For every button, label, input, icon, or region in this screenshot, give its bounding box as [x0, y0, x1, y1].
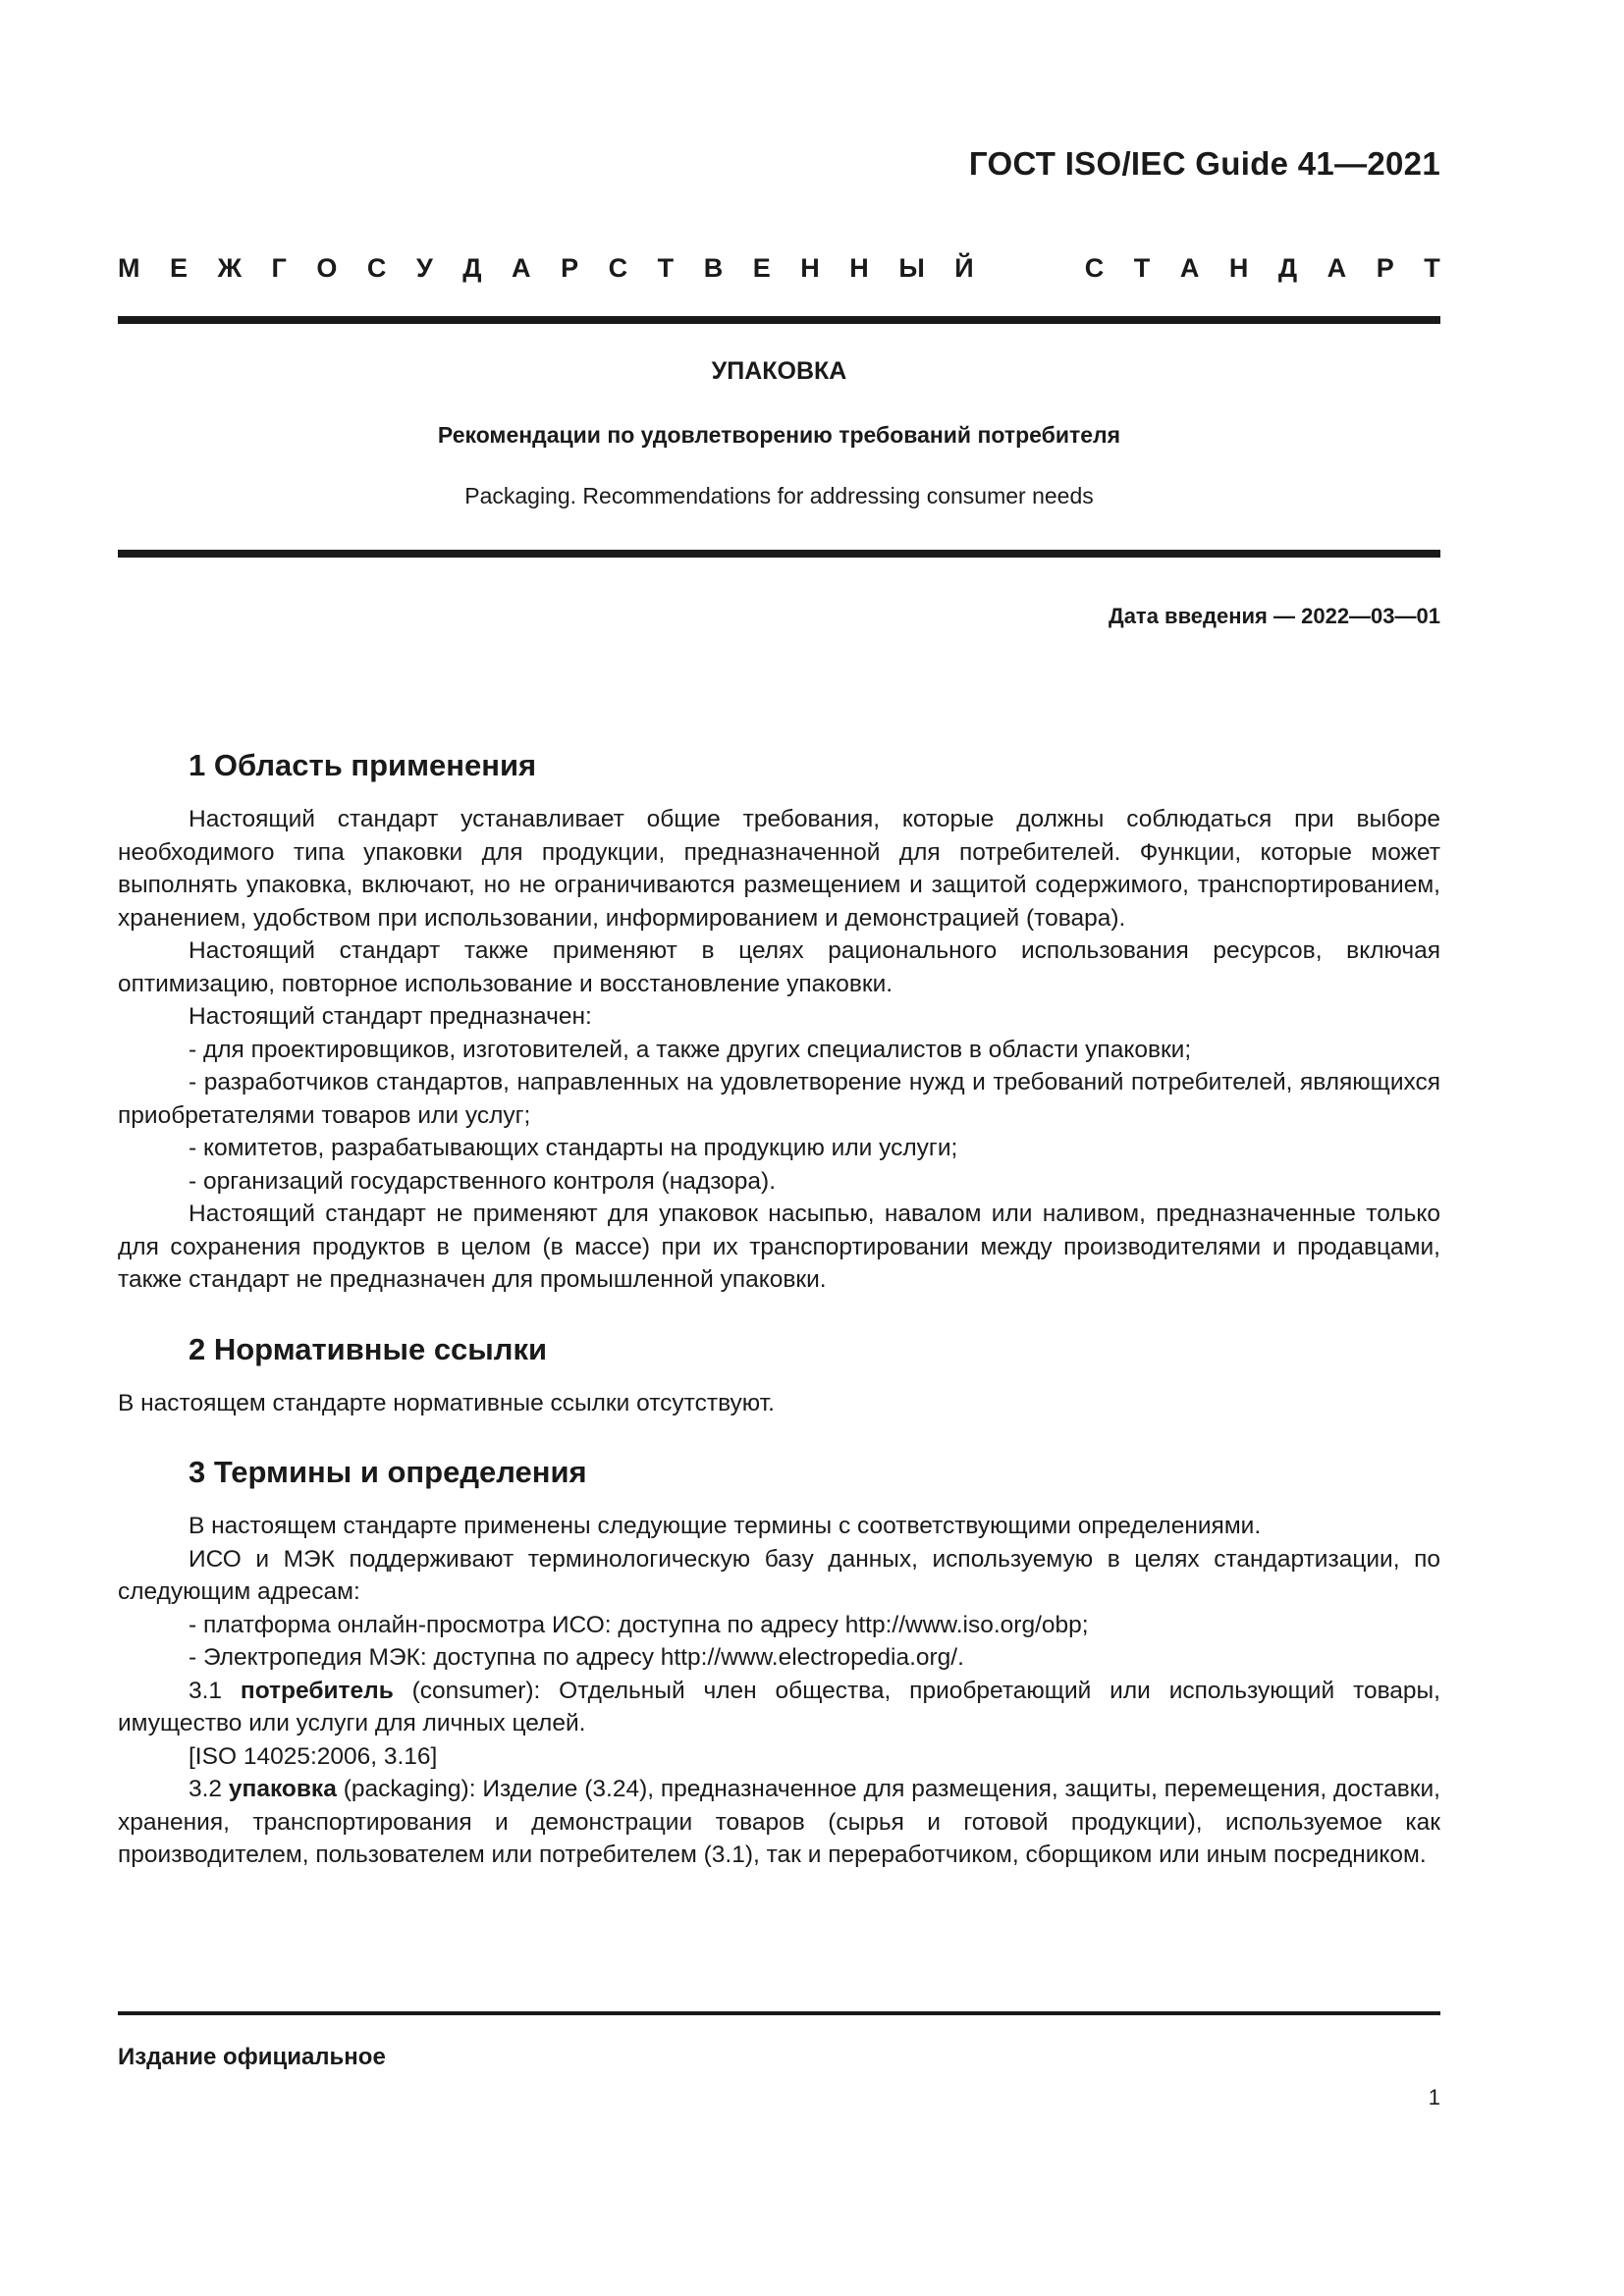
- paragraph: Настоящий стандарт устанавливает общие требования, которые должны соблюдаться при выборе необходимого типа упаковки для продукции, предназначенной для потребителей. Функции, которые может выполнять упаковка, включают, но не ограничиваются размещением и защитой содержимого, транспортированием, хранением, удобством при использовании, информированием и демонстрацией (товара).: [118, 806, 1440, 932]
- section-scope: [118, 746, 1440, 1297]
- term-number: 3.1: [189, 1677, 241, 1704]
- banner-letter: Ж: [217, 253, 242, 283]
- list-item: - организаций государственного контроля (надзора).: [189, 1167, 777, 1195]
- standard-banner: [118, 253, 1440, 284]
- paragraph: Настоящий стандарт также применяют в целях рационального использования ресурсов, включая оптимизацию, повторное использование и восстановление упаковки.: [118, 937, 1440, 997]
- banner-letter: А: [512, 253, 531, 283]
- term-number: 3.2: [189, 1776, 229, 1802]
- term-source: [ISO 14025:2006, 3.16]: [189, 1742, 438, 1770]
- banner-letter: А: [1326, 253, 1347, 283]
- banner-letter: С: [608, 253, 628, 283]
- list-item: - для проектировщиков, изготовителей, а также других специалистов в области упаковки;: [189, 1036, 1192, 1063]
- top-rule: [118, 316, 1440, 324]
- banner-letter: М: [118, 253, 140, 283]
- banner-letter: Т: [1424, 253, 1440, 283]
- document-body: [118, 746, 1440, 1905]
- term-text: (consumer): Отдельный член общества, приобретающий или использующий товары, имущество или услуги для личных целей.: [118, 1677, 1440, 1736]
- banner-letter: Т: [657, 253, 675, 283]
- title-rule: [118, 550, 1440, 558]
- term-definition-packaging: [118, 1773, 1440, 1872]
- section-heading: 2 Нормативные ссылки: [189, 1331, 548, 1366]
- banner-letter: Н: [849, 253, 869, 283]
- paragraph: В настоящем стандарте применены следующие термины с соответствующими определениями.: [189, 1513, 1262, 1539]
- official-edition-label: Издание официальное: [118, 2044, 386, 2070]
- footer-rule: [118, 2011, 1440, 2015]
- banner-letter: Й: [954, 253, 974, 283]
- list-item: - разработчиков стандартов, направленных на удовлетворение нужд и требований потребителей, являющихся приобретателями товаров или услуг;: [118, 1069, 1440, 1129]
- banner-gap: [1003, 253, 1055, 284]
- banner-letter: С: [366, 253, 387, 283]
- banner-letter: Д: [1277, 253, 1298, 283]
- banner-letter: Т: [1133, 253, 1151, 283]
- banner-letter: У: [415, 253, 433, 283]
- title-english: Packaging. Recommendations for addressing consumer needs: [464, 483, 1094, 508]
- list-item: - платформа онлайн-просмотра ИСО: доступна по адресу http://www.iso.org/obp;: [189, 1611, 1089, 1638]
- banner-letter: Р: [1376, 253, 1394, 283]
- paragraph: В настоящем стандарте нормативные ссылки отсутствуют.: [118, 1389, 775, 1416]
- title-subtitle: Рекомендации по удовлетворению требований потребителя: [437, 422, 1121, 448]
- title-main: УПАКОВКА: [711, 357, 847, 385]
- paragraph: Настоящий стандарт предназначен:: [189, 1003, 592, 1030]
- page-number: 1: [1428, 2085, 1440, 2109]
- banner-letter: Д: [462, 253, 482, 283]
- banner-letter: Н: [800, 253, 820, 283]
- term-name: упаковка: [228, 1776, 337, 1802]
- section-terms-definitions: [118, 1453, 1440, 1872]
- banner-letter: Е: [170, 253, 189, 283]
- banner-letter: Ы: [898, 253, 925, 283]
- banner-letter: Р: [561, 253, 579, 283]
- document-code: ГОСТ ISO/IEC Guide 41—2021: [968, 145, 1440, 182]
- banner-letter: С: [1084, 253, 1105, 283]
- banner-letter: Г: [271, 253, 287, 283]
- section-normative-references: [118, 1330, 1440, 1420]
- term-name: потребитель: [240, 1677, 394, 1704]
- banner-letter: О: [316, 253, 338, 283]
- list-item: - Электропедия МЭК: доступна по адресу http://www.electropedia.org/.: [189, 1644, 964, 1671]
- section-heading: 3 Термины и определения: [189, 1455, 587, 1489]
- banner-letter: Е: [752, 253, 771, 283]
- banner-letter: В: [703, 253, 724, 283]
- paragraph: Настоящий стандарт не применяют для упаковок насыпью, навалом или наливом, предназначенные только для сохранения продуктов в целом (в массе) при их транспортировании между производителями и продавцами, также стандарт не предназначен для промышленной упаковки.: [118, 1201, 1440, 1293]
- section-heading: 1 Область применения: [189, 748, 537, 782]
- banner-letter: Н: [1228, 253, 1249, 283]
- term-text: (packaging): Изделие (3.24), предназначенное для размещения, защиты, перемещения, доставки, хранения, транспортирования и демонстрации товаров (сырья и готовой продукции), используемое как производителем, пользователем или потребителем (3.1), так и переработчиком, сборщиком или иным посредником.: [118, 1776, 1440, 1868]
- banner-letter: А: [1179, 253, 1200, 283]
- list-item: - комитетов, разрабатывающих стандарты на продукцию или услуги;: [189, 1135, 958, 1161]
- paragraph: ИСО и МЭК поддерживают терминологическую базу данных, используемую в целях стандартизации, по следующим адресам:: [118, 1545, 1440, 1605]
- term-definition-consumer: [118, 1675, 1440, 1740]
- introduction-date: Дата введения — 2022—03—01: [1109, 604, 1440, 628]
